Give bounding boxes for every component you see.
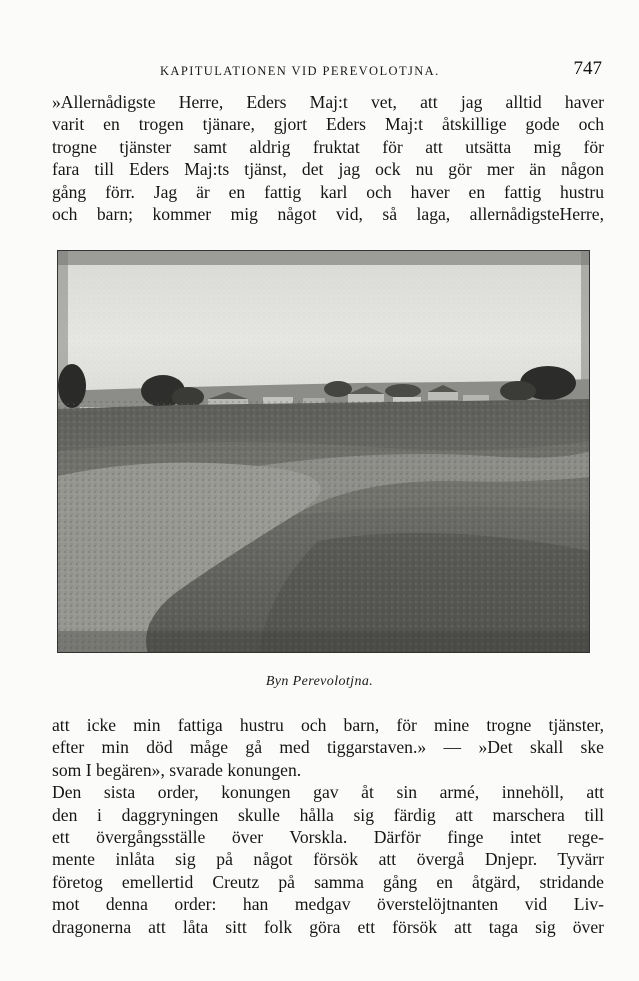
figure-caption: Byn Perevolotjna. [265,674,374,689]
page-header [52,58,602,82]
text-line: att icke min fattiga hustru och barn, för mine trogne tjänster, [52,715,604,735]
text-line: mente inlåta sig på något försök att övergå Dnjepr. Tyvärr [52,849,604,870]
text-line: som I begären», svarade konungen. [52,759,302,780]
bottom-paragraphs [52,714,604,938]
text-line: och barn; kommer mig något vid, så laga, allernådigsteHerre, [52,203,604,224]
village-photograph [57,250,590,653]
text-line: Den sista order, konungen gav åt sin armé, innehöll, att [52,782,604,803]
text-line: dragonerna att låta sitt folk göra ett försök att taga sig över [52,916,604,937]
top-paragraph [52,91,604,225]
text-line: varit en trogen tjänare, gjort Eders Maj:t åtskillige gode och [52,114,604,135]
text-line: ett övergångsställe över Vorskla. Därför finge intet rege- [52,826,604,847]
text-line: företog emellertid Creutz på samma gång en åtgärd, stridande [52,871,604,892]
text-line: den i daggryningen skulle hålla sig färdig att marschera till [52,804,604,825]
text-line: fara till Eders Maj:ts tjänst, det jag ock nu gör mer än någon [52,159,604,180]
text-line: gång förr. Jag är en fattig karl och haver en fattig hustru [52,181,604,202]
text-line: »Allernådigste Herre, Eders Maj:t vet, att jag alltid haver [52,92,604,112]
page-number: 747 [573,58,602,79]
text-line: efter min död måge gå med tiggarstaven.» — »Det skall ske [52,737,604,758]
running-title: KAPITULATIONEN VID PEREVOLOTJNA. [160,64,440,78]
text-line: mot denna order: han medgav överstelöjtnanten vid Liv- [52,894,604,915]
text-line: trogne tjänster samt aldrig fruktat för att utsätta mig för [52,136,604,157]
